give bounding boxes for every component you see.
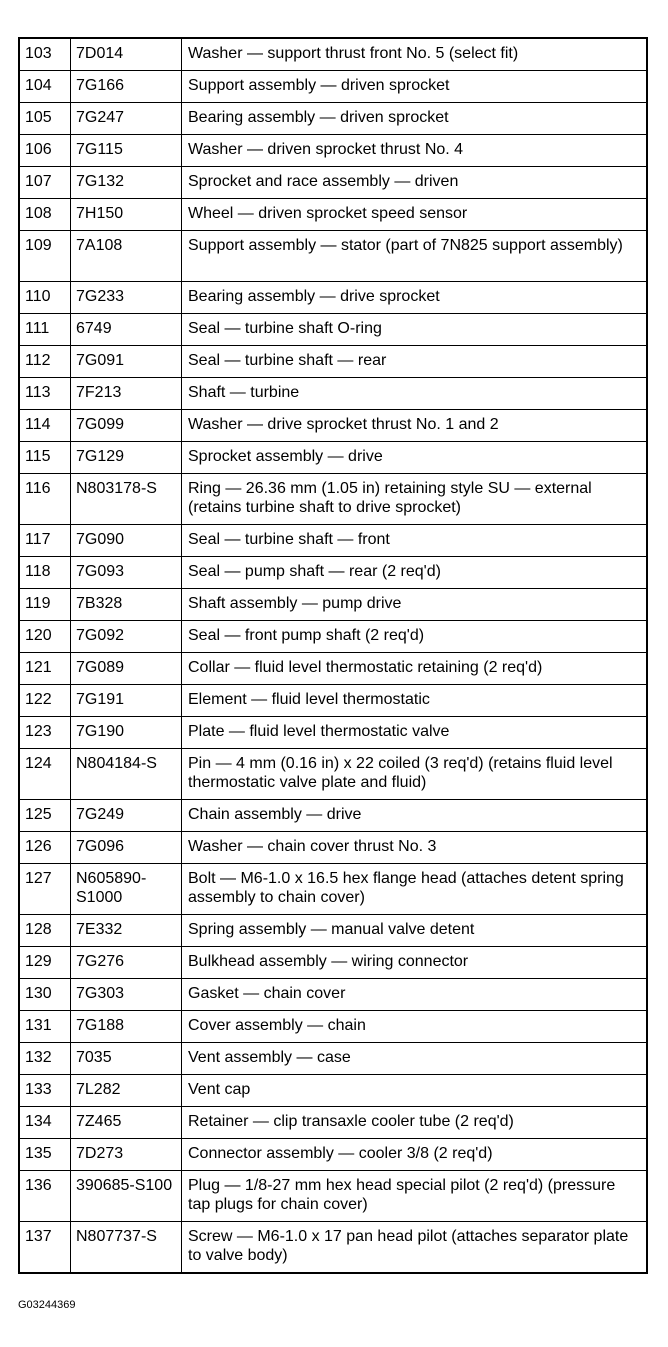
ref-number: 103: [19, 38, 71, 71]
table-row: [19, 1107, 647, 1139]
table-row: [19, 864, 647, 915]
part-description: Screw — M6-1.0 x 17 pan head pilot (attaches separator plate to valve body): [182, 1222, 648, 1274]
part-description: Gasket — chain cover: [182, 979, 648, 1011]
ref-number: 115: [19, 442, 71, 474]
ref-number: 134: [19, 1107, 71, 1139]
ref-number: 135: [19, 1139, 71, 1171]
part-description: Washer — drive sprocket thrust No. 1 and 2: [182, 410, 648, 442]
part-description: Plate — fluid level thermostatic valve: [182, 717, 648, 749]
part-description: Bearing assembly — drive sprocket: [182, 282, 648, 314]
part-number: 7G132: [71, 167, 182, 199]
part-number: 7E332: [71, 915, 182, 947]
ref-number: 133: [19, 1075, 71, 1107]
part-number: 7B328: [71, 589, 182, 621]
part-description: Wheel — driven sprocket speed sensor: [182, 199, 648, 231]
table-row: [19, 474, 647, 525]
part-description: Bearing assembly — driven sprocket: [182, 103, 648, 135]
part-number: 6749: [71, 314, 182, 346]
table-row: [19, 135, 647, 167]
ref-number: 104: [19, 71, 71, 103]
table-row: [19, 525, 647, 557]
part-description: Support assembly — driven sprocket: [182, 71, 648, 103]
part-description: Washer — support thrust front No. 5 (select fit): [182, 38, 648, 71]
part-number: 7035: [71, 1043, 182, 1075]
part-number: 7A108: [71, 231, 182, 282]
ref-number: 131: [19, 1011, 71, 1043]
part-description: Support assembly — stator (part of 7N825 support assembly): [182, 231, 648, 282]
table-row: [19, 346, 647, 378]
table-row: [19, 282, 647, 314]
part-number: 7G188: [71, 1011, 182, 1043]
table-row: [19, 947, 647, 979]
part-number: 7Z465: [71, 1107, 182, 1139]
ref-number: 126: [19, 832, 71, 864]
table-row: [19, 832, 647, 864]
table-row: [19, 231, 647, 282]
part-description: Bolt — M6-1.0 x 16.5 hex flange head (attaches detent spring assembly to chain cover): [182, 864, 648, 915]
part-number: 7G191: [71, 685, 182, 717]
part-description: Ring — 26.36 mm (1.05 in) retaining style SU — external (retains turbine shaft to drive sprocket): [182, 474, 648, 525]
part-description: Collar — fluid level thermostatic retaining (2 req'd): [182, 653, 648, 685]
part-number: 7D014: [71, 38, 182, 71]
table-row: [19, 685, 647, 717]
ref-number: 123: [19, 717, 71, 749]
part-number: N803178-S: [71, 474, 182, 525]
part-description: Seal — turbine shaft — rear: [182, 346, 648, 378]
part-description: Vent assembly — case: [182, 1043, 648, 1075]
ref-number: 137: [19, 1222, 71, 1274]
part-number: 7G091: [71, 346, 182, 378]
table-row: [19, 71, 647, 103]
table-row: [19, 979, 647, 1011]
part-number: 7G090: [71, 525, 182, 557]
part-description: Seal — turbine shaft — front: [182, 525, 648, 557]
part-description: Vent cap: [182, 1075, 648, 1107]
parts-table: [18, 37, 648, 1274]
part-description: Washer — chain cover thrust No. 3: [182, 832, 648, 864]
ref-number: 125: [19, 800, 71, 832]
ref-number: 110: [19, 282, 71, 314]
part-number: 7G096: [71, 832, 182, 864]
ref-number: 108: [19, 199, 71, 231]
ref-number: 117: [19, 525, 71, 557]
ref-number: 114: [19, 410, 71, 442]
ref-number: 122: [19, 685, 71, 717]
table-row: [19, 167, 647, 199]
table-row: [19, 589, 647, 621]
part-number: N807737-S: [71, 1222, 182, 1274]
ref-number: 129: [19, 947, 71, 979]
ref-number: 113: [19, 378, 71, 410]
table-row: [19, 1222, 647, 1274]
ref-number: 136: [19, 1171, 71, 1222]
part-number: 7G089: [71, 653, 182, 685]
table-row: [19, 653, 647, 685]
part-number: 7D273: [71, 1139, 182, 1171]
ref-number: 128: [19, 915, 71, 947]
part-number: 7G233: [71, 282, 182, 314]
ref-number: 105: [19, 103, 71, 135]
ref-number: 107: [19, 167, 71, 199]
part-description: Bulkhead assembly — wiring connector: [182, 947, 648, 979]
part-number: 7G129: [71, 442, 182, 474]
table-row: [19, 410, 647, 442]
part-number: 7G247: [71, 103, 182, 135]
part-description: Plug — 1/8-27 mm hex head special pilot (2 req'd) (pressure tap plugs for chain cover): [182, 1171, 648, 1222]
ref-number: 112: [19, 346, 71, 378]
part-description: Seal — front pump shaft (2 req'd): [182, 621, 648, 653]
table-row: [19, 557, 647, 589]
ref-number: 118: [19, 557, 71, 589]
table-row: [19, 1075, 647, 1107]
part-description: Spring assembly — manual valve detent: [182, 915, 648, 947]
table-row: [19, 1171, 647, 1222]
ref-number: 121: [19, 653, 71, 685]
part-description: Retainer — clip transaxle cooler tube (2 req'd): [182, 1107, 648, 1139]
table-row: [19, 314, 647, 346]
table-row: [19, 1139, 647, 1171]
table-row: [19, 103, 647, 135]
part-description: Washer — driven sprocket thrust No. 4: [182, 135, 648, 167]
ref-number: 106: [19, 135, 71, 167]
table-row: [19, 442, 647, 474]
part-description: Sprocket assembly — drive: [182, 442, 648, 474]
part-number: 7H150: [71, 199, 182, 231]
part-number: 7G276: [71, 947, 182, 979]
table-row: [19, 800, 647, 832]
ref-number: 132: [19, 1043, 71, 1075]
table-row: [19, 915, 647, 947]
part-description: Seal — pump shaft — rear (2 req'd): [182, 557, 648, 589]
part-number: 7L282: [71, 1075, 182, 1107]
ref-number: 127: [19, 864, 71, 915]
table-row: [19, 1043, 647, 1075]
ref-number: 130: [19, 979, 71, 1011]
part-description: Connector assembly — cooler 3/8 (2 req'd): [182, 1139, 648, 1171]
ref-number: 119: [19, 589, 71, 621]
part-description: Cover assembly — chain: [182, 1011, 648, 1043]
part-number: 7G092: [71, 621, 182, 653]
table-row: [19, 749, 647, 800]
table-row: [19, 38, 647, 71]
part-description: Shaft — turbine: [182, 378, 648, 410]
part-number: 7G190: [71, 717, 182, 749]
table-row: [19, 378, 647, 410]
part-number: 7F213: [71, 378, 182, 410]
table-row: [19, 717, 647, 749]
ref-number: 109: [19, 231, 71, 282]
part-number: 7G303: [71, 979, 182, 1011]
table-row: [19, 199, 647, 231]
part-number: N605890-S1000: [71, 864, 182, 915]
ref-number: 124: [19, 749, 71, 800]
ref-number: 111: [19, 314, 71, 346]
figure-id: G03244369: [18, 1299, 76, 1311]
part-description: Sprocket and race assembly — driven: [182, 167, 648, 199]
part-description: Element — fluid level thermostatic: [182, 685, 648, 717]
part-number: 390685-S100: [71, 1171, 182, 1222]
ref-number: 120: [19, 621, 71, 653]
part-description: Pin — 4 mm (0.16 in) x 22 coiled (3 req'd) (retains fluid level thermostatic valve plate and fluid): [182, 749, 648, 800]
part-number: 7G166: [71, 71, 182, 103]
table-row: [19, 621, 647, 653]
part-description: Chain assembly — drive: [182, 800, 648, 832]
part-description: Seal — turbine shaft O-ring: [182, 314, 648, 346]
part-number: 7G249: [71, 800, 182, 832]
part-description: Shaft assembly — pump drive: [182, 589, 648, 621]
ref-number: 116: [19, 474, 71, 525]
table-row: [19, 1011, 647, 1043]
part-number: 7G115: [71, 135, 182, 167]
part-number: 7G099: [71, 410, 182, 442]
part-number: 7G093: [71, 557, 182, 589]
part-number: N804184-S: [71, 749, 182, 800]
